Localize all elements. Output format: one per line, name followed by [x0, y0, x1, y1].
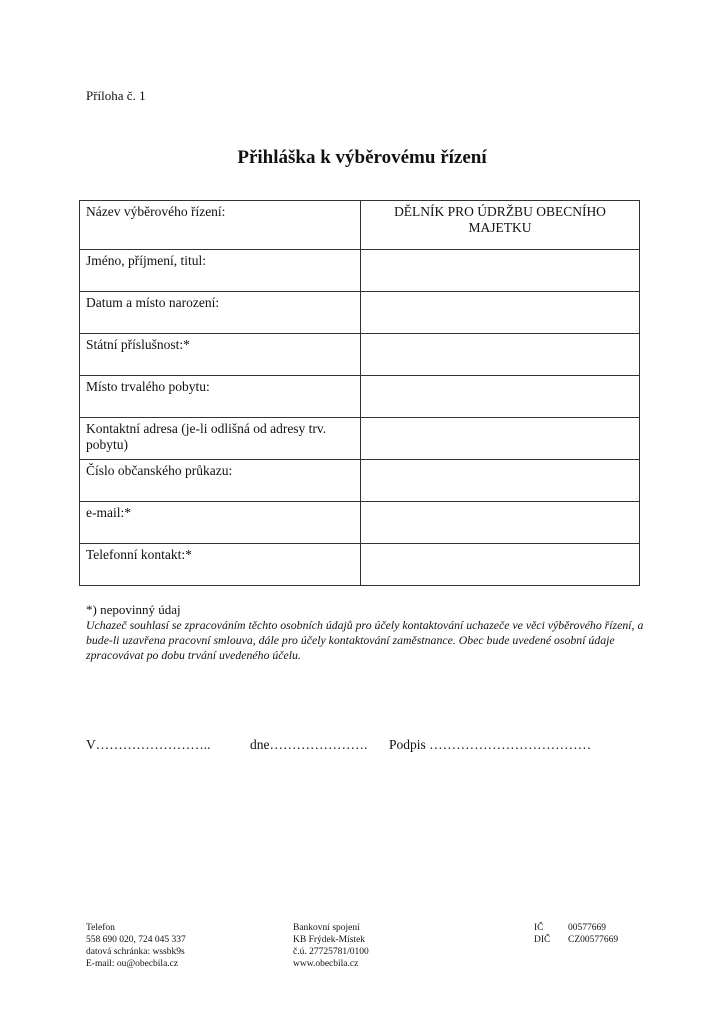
footer-line: KB Frýdek-Místek: [293, 935, 366, 945]
place-field[interactable]: V……………………..: [86, 737, 211, 752]
footer-contact: [86, 922, 186, 970]
form-label: Kontaktní adresa (je-li odlišná od adresy trv. pobytu): [80, 418, 361, 460]
form-label: Telefonní kontakt:*: [80, 544, 361, 586]
form-row-citizenship: [80, 334, 640, 376]
footer-line: www.obecbila.cz: [293, 959, 359, 969]
form-label: Jméno, příjmení, titul:: [80, 250, 361, 292]
form-row-phone: [80, 544, 640, 586]
birth-field[interactable]: [361, 292, 640, 334]
footer-line: č.ú. 27725781/0100: [293, 947, 369, 957]
form-value-competition: DĚLNÍK PRO ÚDRŽBU OBECNÍHO MAJETKU: [361, 201, 640, 250]
ic-value: 00577669: [568, 923, 606, 933]
ic-label: IČ: [534, 923, 544, 933]
form-label: Číslo občanského průkazu:: [80, 460, 361, 502]
name-field[interactable]: [361, 250, 640, 292]
attachment-label: Příloha č. 1: [86, 88, 146, 103]
form-label: e-mail:*: [80, 502, 361, 544]
form-row-birth: [80, 292, 640, 334]
residence-field[interactable]: [361, 376, 640, 418]
dic-value: CZ00577669: [568, 935, 619, 945]
phone-field[interactable]: [361, 544, 640, 586]
form-label: Místo trvalého pobytu:: [80, 376, 361, 418]
form-row-email: [80, 502, 640, 544]
email-field[interactable]: [361, 502, 640, 544]
footer-line: Telefon: [86, 923, 115, 933]
id-card-field[interactable]: [361, 460, 640, 502]
footer-line: datová schránka: wssbk9s: [86, 947, 185, 957]
contact-address-field[interactable]: [361, 418, 640, 460]
page-title: Přihláška k výběrovému řízení: [237, 147, 487, 168]
optional-note: *) nepovinný údaj: [86, 602, 181, 617]
footer-line: Bankovní spojení: [293, 923, 360, 933]
form-row-competition-name: [80, 201, 640, 250]
form-row-contact-address: [80, 418, 640, 460]
notes-section: [86, 602, 646, 663]
footer-line: E-mail: ou@obecbila.cz: [86, 959, 179, 969]
form-row-residence: [80, 376, 640, 418]
signature-field[interactable]: Podpis ………………………………: [389, 737, 592, 752]
form-row-name: [80, 250, 640, 292]
consent-text: Uchazeč souhlasí se zpracováním těchto osobních údajů pro účely kontaktování uchazeče ve věci výběrového řízení, a bude-li uzavřena pracovní smlouva, dále pro účely kontaktování zaměstnance. Obec bude uvedené osobní údaje zpracovávat po dobu trvání uvedeného účelu.: [86, 618, 644, 662]
form-label: Název výběrového řízení:: [80, 201, 361, 250]
footer-ids: [534, 922, 618, 946]
date-field[interactable]: dne………………….: [250, 737, 368, 752]
form-label: Státní příslušnost:*: [80, 334, 361, 376]
form-label: Datum a místo narození:: [80, 292, 361, 334]
form-row-id-card: [80, 460, 640, 502]
dic-label: DIČ: [534, 935, 551, 945]
application-form-table: [79, 200, 640, 586]
footer-bank: [293, 922, 369, 970]
citizenship-field[interactable]: [361, 334, 640, 376]
footer-line: 558 690 020, 724 045 337: [86, 935, 186, 945]
